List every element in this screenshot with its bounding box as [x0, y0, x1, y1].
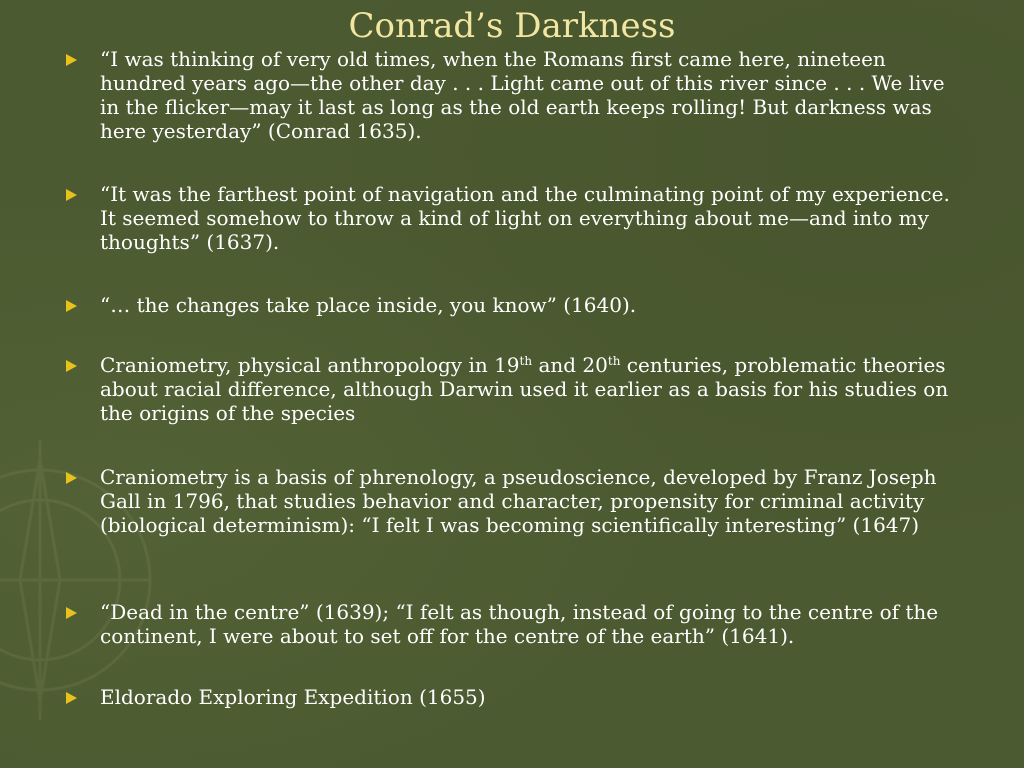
slide-title: Conrad’s Darkness — [348, 6, 676, 46]
superscript-ordinal: th — [519, 354, 533, 368]
bullet-text: “… the changes take place inside, you know” (1640). — [100, 293, 637, 317]
bullet-item — [64, 465, 964, 537]
triangle-bullet-icon — [64, 685, 100, 709]
bullet-text: “I was thinking of very old times, when the Romans first came here, nineteen hundred years ago—the other day . . . Light came out of this river since . . . We live in the flicker—may it last as long as the old earth keeps rolling! But darkness was here yesterday” (Conrad 1635). — [100, 47, 945, 143]
bullet-text: Eldorado Exploring Expedition (1655) — [100, 685, 486, 709]
triangle-bullet-icon — [64, 47, 100, 71]
bullet-text-part: centuries, problematic theories about racial difference, although Darwin used it earlier as a basis for his studies on the origins of the species — [100, 353, 949, 425]
triangle-bullet-icon — [64, 182, 100, 206]
triangle-bullet-icon — [64, 353, 100, 377]
bullet-text: Craniometry is a basis of phrenology, a pseudoscience, developed by Franz Joseph Gall in 1796, that studies behavior and character, propensity for criminal activity (biological determinism): “I felt I was becoming scientifically interesting” (1647) — [100, 465, 937, 537]
bullet-text-part: Craniometry, physical anthropology in 19 — [100, 353, 520, 377]
triangle-bullet-icon — [64, 465, 100, 489]
bullet-item — [64, 353, 964, 425]
bullet-item — [64, 293, 964, 317]
bullet-item — [64, 47, 964, 143]
bullet-item — [64, 685, 964, 709]
bullet-item — [64, 182, 964, 254]
bullet-text: “Dead in the centre” (1639); “I felt as though, instead of going to the centre of the continent, I were about to set off for the centre of the earth” (1641). — [100, 600, 939, 648]
superscript-ordinal: th — [607, 354, 621, 368]
triangle-bullet-icon — [64, 293, 100, 317]
bullet-text-part: and 20 — [532, 353, 608, 377]
triangle-bullet-icon — [64, 600, 100, 624]
bullet-text — [100, 353, 964, 425]
bullet-item — [64, 600, 964, 648]
bullet-text: “It was the farthest point of navigation and the culminating point of my experience. It seemed somehow to throw a kind of light on everything about me—and into my thoughts” (1637). — [100, 182, 950, 254]
